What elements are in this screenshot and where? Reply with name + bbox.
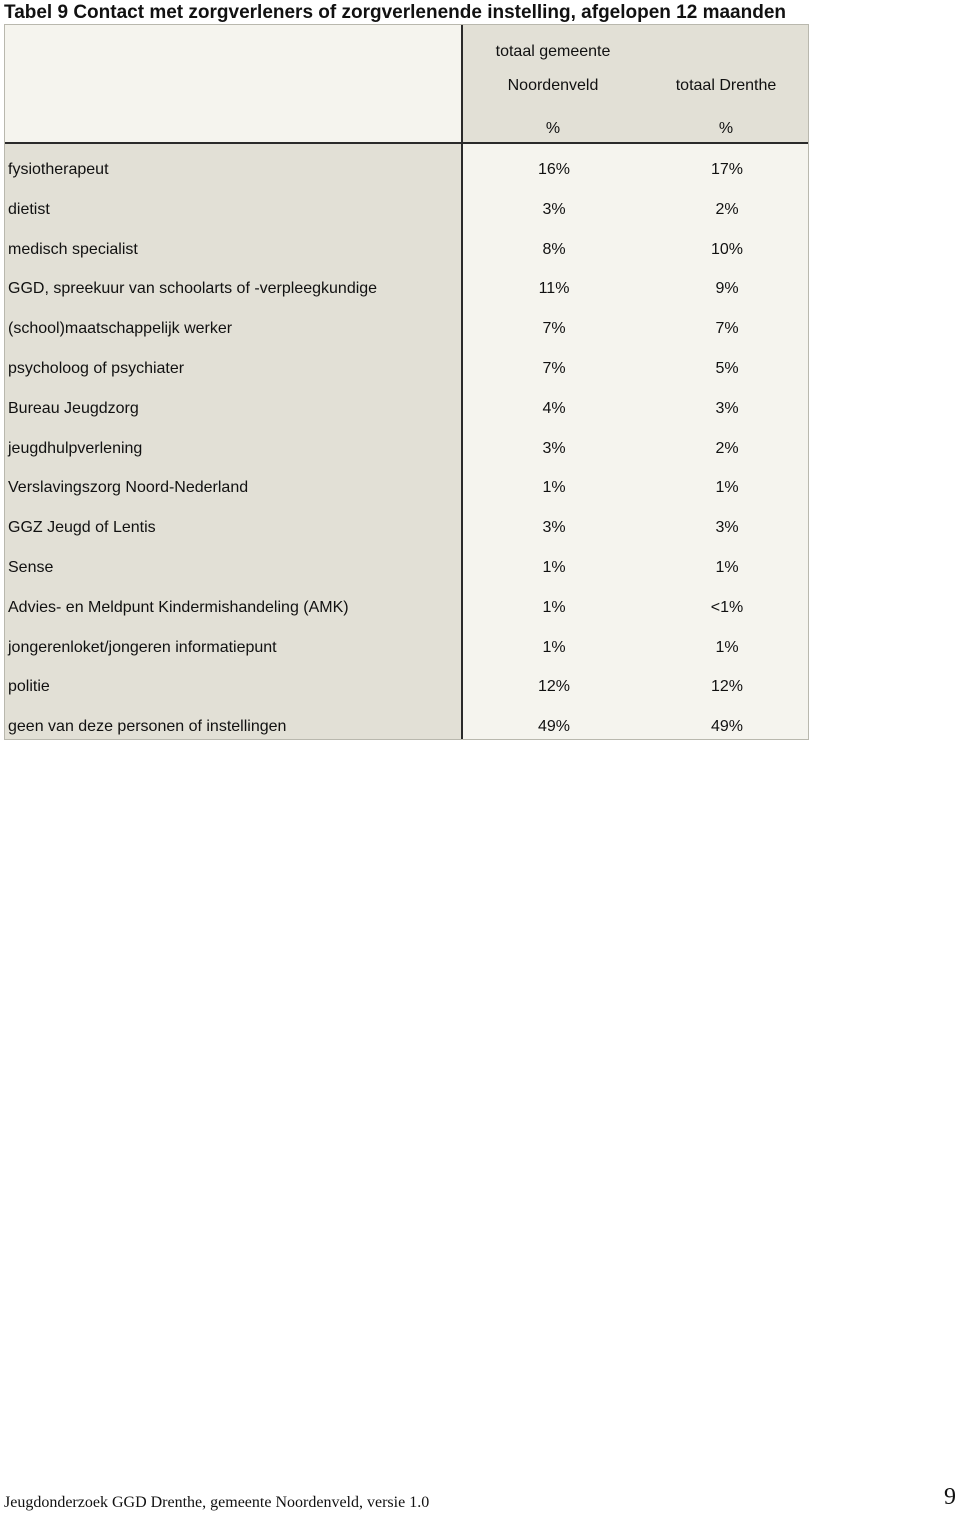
row-value-drenthe: 3% xyxy=(715,400,739,417)
row-label: Advies- en Meldpunt Kindermishandeling (AMK) xyxy=(8,599,349,616)
row-value-gemeente: 3% xyxy=(542,201,566,218)
footer-text: Jeugdonderzoek GGD Drenthe, gemeente Noordenveld, versie 1.0 xyxy=(4,1494,430,1511)
row-label: dietist xyxy=(8,201,50,218)
row-value-drenthe: 9% xyxy=(715,280,739,297)
row-value-drenthe: 49% xyxy=(710,718,744,735)
row-label: medisch specialist xyxy=(8,241,138,258)
row-label: Verslavingszorg Noord-Nederland xyxy=(8,479,249,496)
table-title: Tabel 9 Contact met zorgverleners of zorgverlenende instelling, afgelopen 12 maanden xyxy=(4,2,787,23)
row-value-gemeente: 11% xyxy=(538,280,570,297)
row-value-gemeente: 1% xyxy=(542,639,566,656)
row-value-gemeente: 8% xyxy=(542,241,566,258)
header-divider xyxy=(5,142,808,144)
row-label: politie xyxy=(8,678,50,695)
row-label: jongerenloket/jongeren informatiepunt xyxy=(8,639,277,656)
row-label: jeugdhulpverlening xyxy=(8,440,143,457)
data-table xyxy=(4,24,809,740)
col1-unit: % xyxy=(545,120,561,137)
row-value-gemeente: 12% xyxy=(537,678,571,695)
row-label: psycholoog of psychiater xyxy=(8,360,185,377)
row-label: GGD, spreekuur van schoolarts of -verpleegkundige xyxy=(8,280,378,297)
row-value-drenthe: 2% xyxy=(715,440,739,457)
row-value-gemeente: 1% xyxy=(542,479,566,496)
row-value-drenthe: 5% xyxy=(715,360,739,377)
row-label: Sense xyxy=(8,559,54,576)
row-value-drenthe: 10% xyxy=(710,241,744,258)
row-value-drenthe: 7% xyxy=(715,320,739,337)
col1-header-line1: totaal gemeente xyxy=(495,43,611,60)
col2-unit: % xyxy=(718,120,734,137)
row-value-drenthe: <1% xyxy=(710,599,744,616)
row-value-drenthe: 2% xyxy=(715,201,739,218)
col1-header-line2: Noordenveld xyxy=(507,77,599,94)
row-value-gemeente: 4% xyxy=(542,400,566,417)
row-value-gemeente: 49% xyxy=(537,718,571,735)
col2-header: totaal Drenthe xyxy=(675,77,777,94)
row-value-gemeente: 3% xyxy=(542,519,566,536)
row-label: (school)maatschappelijk werker xyxy=(8,320,233,337)
row-label: Bureau Jeugdzorg xyxy=(8,400,139,417)
row-value-gemeente: 7% xyxy=(542,320,566,337)
row-label: GGZ Jeugd of Lentis xyxy=(8,519,156,536)
row-label: geen van deze personen of instellingen xyxy=(8,718,287,735)
row-value-gemeente: 1% xyxy=(542,599,566,616)
row-value-drenthe: 12% xyxy=(710,678,744,695)
page-number: 9 xyxy=(944,1484,956,1510)
row-value-drenthe: 1% xyxy=(715,479,739,496)
row-value-drenthe: 1% xyxy=(715,559,739,576)
row-value-gemeente: 7% xyxy=(542,360,566,377)
row-label: fysiotherapeut xyxy=(8,161,109,178)
row-value-drenthe: 3% xyxy=(715,519,739,536)
row-value-gemeente: 3% xyxy=(542,440,566,457)
row-value-drenthe: 17% xyxy=(710,161,744,178)
row-value-gemeente: 1% xyxy=(542,559,566,576)
header-label-cell xyxy=(5,25,462,143)
row-value-gemeente: 16% xyxy=(537,161,571,178)
row-value-drenthe: 1% xyxy=(715,639,739,656)
